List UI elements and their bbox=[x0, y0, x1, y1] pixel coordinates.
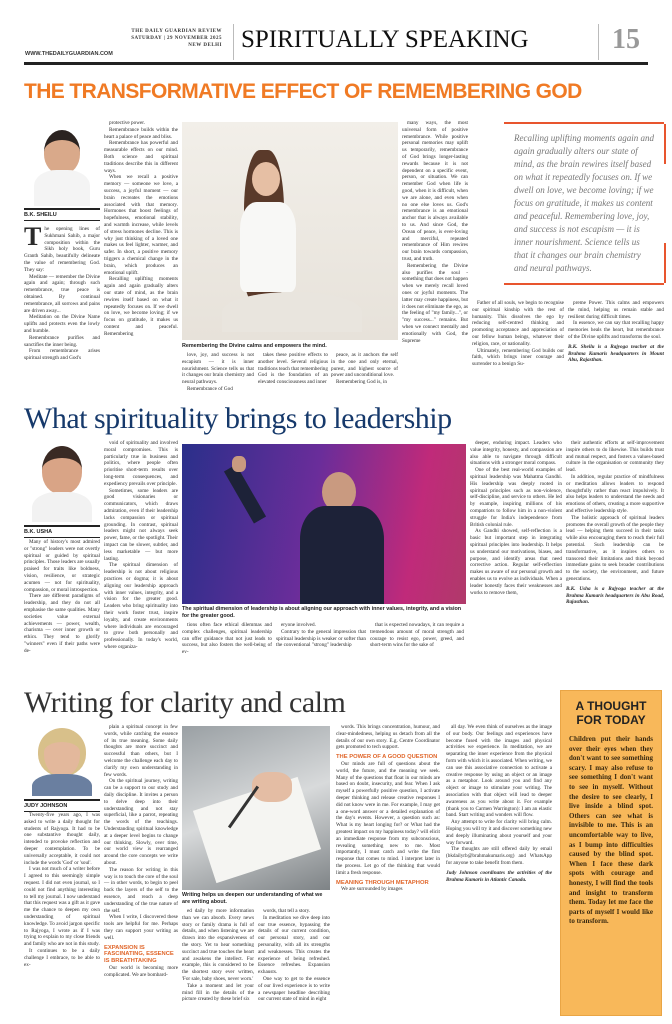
article1-col3 bbox=[182, 352, 254, 393]
author-photo-usha bbox=[28, 442, 96, 522]
paragraph: As Gandhi showed, self-reflection is a basic but important step in integrating spiritual principles into leadership. It helps us understand our motivations, biases, and purpose, and identify areas that need corrective action. Regular self-reflection makes us aware of our personal growth and enables us to evolve as individuals. When a leader honestly faces their weaknesses and works to remove them, bbox=[470, 528, 562, 596]
author-bio: Judy Johnson coordinates the activities of the Brahma Kumaris in Atlantic Canada. bbox=[446, 869, 552, 883]
paragraph: The spiritual dimension of leadership is not about religious practices or dogma; it is about aligning our leadership approach with inner values, integrity, and a vision for the greater good. Leaders who bring spirituality into their work foster trust, inspire loyalty, and create environments where individuals are encouraged to grow both personally and professionally. In today's world, where organiza- bbox=[104, 562, 178, 650]
thought-for-today-box bbox=[560, 690, 662, 1016]
paragraph: Remembrance of God bbox=[187, 385, 233, 392]
paragraph: plain a spiritual concept in few words, while catching the essence of its true meaning. Some daily thoughts are more succinct and successful than others, but I welcome the challenge each day to clarify my own understanding in few words. bbox=[104, 724, 178, 778]
article3-col2 bbox=[104, 724, 178, 978]
paragraph: Our minds are full of questions about the world, the future, and the meaning we seek. Many of the questions that float in our minds are based on doubt, insecurity, and fear. When I ask myself a powerfully positive question, I activate deeper thinking and release creative responses I did not know were in me. For example, I may get a one-word answer or a detailed explanation of the day's events. However, a question such as: What is my heart longing for? or What had the greatest impact on my happiness today? will elicit an immediate response from my subconscious, revealing something new to me. Most importantly, I must catch and write the first response that comes to mind. I interpret later in the process. Let go of the thinking that would limit a fresh response. bbox=[336, 760, 440, 876]
paragraph: Remembrance builds within the heart a palace of peace and bliss. bbox=[104, 126, 178, 140]
section-title: SPIRITUALLY SPEAKING bbox=[241, 26, 529, 53]
paragraph: Meditate — remember the Divine again and again; through such remembrance, true peace is obtained. By continual remembrance, all sorrows and pains are driven away... bbox=[24, 273, 100, 314]
paragraph: Meditation on the Divine Name uplifts and protects even the lowly and humble. bbox=[24, 314, 100, 334]
thought-title: A THOUGHT FOR TODAY bbox=[575, 699, 647, 727]
thought-text: Children put their hands over their eyes when they don't want to see something scary. I may also refuse to see something I don't want to see in myself. Without the desire to see clearly, I live inside a blind spot. Others can see what is invisible to me. This is an uncomfortable way to live, as I bump into difficulties caused by the blind spot. When I face these dark spots with courage and honesty, I will find the tools and insight to transform them. Today let me face the parts of myself I would like to transform. bbox=[569, 735, 653, 926]
paragraph: peace, as it anchors the self in the one and only eternal, purest, and highest source of power and unconditional love. bbox=[331, 352, 398, 379]
article1-col1 bbox=[24, 222, 100, 362]
paragraph: Remembering God is, in bbox=[336, 379, 388, 386]
author-photo-sheilu bbox=[28, 124, 96, 206]
article1-photo-meditating-woman bbox=[182, 122, 398, 340]
paragraph: When I write, I discovered these tools are helpful for me. Perhaps they can support your writing as well. bbox=[104, 914, 178, 941]
paragraph: he opening lines of Sukhmani Sahib, a major composition within the Sikh holy book, Guru Granth Sahib, beautifully delineate the value of remembering God. They say: bbox=[24, 226, 100, 273]
byline: B.K. USHA bbox=[24, 525, 100, 538]
paragraph: In addition, regular practice of mindfulness or meditation allows leaders to respond thoughtfully rather than react impulsively. It also helps leaders to understand the needs and emotions of others, creating a more supportive and effective leadership style. bbox=[566, 473, 664, 514]
paragraph: words, that tell a story. bbox=[263, 908, 311, 914]
article2-photo-speaker bbox=[182, 444, 466, 604]
pull-quote bbox=[504, 122, 664, 285]
article2-col2 bbox=[104, 440, 178, 651]
paragraph: protective power. bbox=[109, 120, 146, 126]
divider bbox=[598, 24, 599, 60]
article2-col5 bbox=[370, 622, 464, 649]
paragraph: Ultimately, remembering God builds our faith, which brings inner courage and surrender to a benign Su- bbox=[472, 347, 564, 368]
paragraph: takes these positive effects to another level. Several religious traditions teach that remembering God is the foundation of an elevated consciousness and inner bbox=[258, 352, 328, 386]
author-bio: B.K. Sheilu is a Rajyoga teacher at the Brahma Kumaris headquarters in Mount Abu, Rajasthan. bbox=[568, 343, 664, 364]
article2-col3 bbox=[182, 622, 272, 656]
paragraph: I was not much of a writer before I agreed to this seemingly simple request. I did not even journal, so I could not find anything interesting to tell my journal. I now understand that this request was a gift as it gave me the chance to deepen my own understanding of spiritual knowledge. To avoid jargon specific to Rajyoga, I wrote as if I was trying to explain to my close friends and family who are not in this study. bbox=[24, 866, 100, 948]
article1-col5 bbox=[331, 352, 398, 386]
paragraph: Father of all souls, we begin to recognise our spiritual kinship with the rest of humanity. This dissolves the ego by reducing self-centred thinking and promoting acceptance and appreciation of our fellow human beings, whatever their religion, race, or nationality. bbox=[472, 300, 564, 347]
paragraph: Twenty-five years ago, I was asked to write a daily thought for students of Rajyoga. It had to be one substantive thought daily, intended to provoke reflection and deeper contemplation. To be universally acceptable, it could not include the words 'God' or 'soul'. bbox=[24, 812, 100, 866]
paragraph: In meditation we dive deep into our true essence, bypassing the details of our current condition, our personal story, and our personality, with all its strengths and weaknesses. This creates the experience of being refreshed. Essence refreshes. Expansion exhausts. bbox=[258, 914, 330, 976]
author-bio: B.K. Usha is a Rajyoga teacher at the Brahma Kumaris headquarters in Abu Road, Rajasthan. bbox=[566, 585, 664, 606]
paragraph: void of spirituality and involved moral compromises. This is particularly true in business and politics, where people often prioritise short-term results over long-term consequences, and expediency prevails over principle. bbox=[104, 440, 178, 487]
paragraph: When we recall a positive memory — someone we love, a success, a joyful moment — our brain recreates the emotions associated with that memory. Hormones that boost feelings of hopefulness, emotional stability, and warmth increase, while levels of stress hormones decline. This is why just thinking of a loved one makes us feel lighter, warmer, and safer. In short, a positive memory triggers a chemical change in the brain, which produces an emotional uplift. bbox=[104, 174, 178, 276]
paragraph: On the spiritual journey, writing can be a support to our study and daily discipline. It invites a person to delve deep into their understanding and not stay superficial, like a parrot, repeating the words of the teachings. Understanding spiritual knowledge at a deeper level begins to change our thinking. Slowly, over time, our world view is rearranged around the core concepts we write about. bbox=[104, 778, 178, 866]
article2-col6 bbox=[470, 440, 562, 596]
article2-col4 bbox=[276, 622, 366, 649]
article1-col4 bbox=[258, 352, 328, 386]
photo-caption: The spiritual dimension of leadership is about aligning our approach with inner values, integrity, and a vision for the greater good. bbox=[182, 606, 462, 619]
website-url: WWW.THEDAILYGUARDIAN.COM bbox=[25, 51, 113, 57]
paragraph: Recalling uplifting moments again and again gradually alters our state of mind, as the brain rewires itself based on what it repeatedly focuses on. If we dwell on love, we become loving; if we focus on gratitude, it makes us content and peaceful. Remembering bbox=[104, 276, 178, 337]
article3-col4 bbox=[258, 908, 330, 1003]
masthead-rule bbox=[24, 62, 648, 65]
paragraph: Sometimes, some leaders are good visionaries or communicators, which draws admiration, even if their leadership lacks compassion or spiritual grounding. In contrast, spiritual leaders might not always seek power, fame, or the spotlight. Their impact can be slower, subtler, and less marketable — but more lasting. bbox=[104, 487, 178, 562]
paragraph: It continues to be a daily challenge I embrace, to be able to ex- bbox=[24, 947, 100, 968]
subheading: MEANING THROUGH METAPHOR bbox=[336, 879, 429, 886]
byline: JUDY JOHNSON bbox=[24, 799, 100, 812]
paragraph: One of the best real-world examples of spiritual leadership was Mahatma Gandhi. His leadership was deeply rooted in spiritual principles such as non-violence, self-discipline, and service to others. He led by example, inspiring millions of his compatriots to follow him in a non-violent struggle for India's independence from British colonial rule. bbox=[470, 467, 562, 528]
article1-col8 bbox=[568, 300, 664, 364]
paragraph: words. This brings concentration, humour, and clear-mindedness, helping us detach from all the details of our own story. E.g. Centre Coordinator gets promoted to tech support. bbox=[336, 724, 440, 751]
byline: B.K. SHEILU bbox=[24, 208, 100, 221]
paragraph: The thoughts are still offered daily by email (bkdailyrb@brahmakumaris.org) and WhatsApp for anyone to take benefit from them. bbox=[446, 846, 552, 866]
article1-col2 bbox=[104, 120, 178, 338]
article1-col7 bbox=[472, 300, 564, 368]
paragraph: Remembrance purifies and sanctifies the inner being. bbox=[24, 334, 100, 348]
article3-col3 bbox=[182, 908, 254, 1003]
paragraph: their authentic efforts at self-improvement inspire others to do likewise. This builds trust and mutual respect, and fosters a values-based culture in the organisation or community they lead. bbox=[566, 440, 664, 474]
paragraph: Contrary to the general impression that spiritual leadership is weaker or softer than the conventional "strong" leadership bbox=[276, 628, 366, 649]
article3-photo-writing-hands bbox=[182, 726, 330, 890]
paragraph: preme Power. This calms and empowers the mind, helping us remain stable and resilient during difficult times. bbox=[568, 300, 664, 320]
paragraph: We are surrounded by images bbox=[341, 886, 403, 893]
author-photo-judy bbox=[28, 726, 96, 796]
edition-city: NEW DELHI bbox=[188, 43, 222, 48]
masthead-info bbox=[100, 28, 222, 49]
photo-caption: Remembering the Divine calms and empowers the mind. bbox=[182, 343, 327, 349]
article3-col5 bbox=[336, 724, 440, 893]
page-number: 15 bbox=[612, 24, 640, 55]
paragraph: One way to get to the essence of our lived experience is to write a newspaper headline describing our current state of mind in eight bbox=[258, 975, 330, 1003]
article2-headline: What spirituality brings to leadership bbox=[24, 402, 452, 435]
paragraph: Take a moment and let your mind fill in the details of the picture created by these brief six bbox=[182, 982, 254, 1003]
issue-date: SATURDAY | 29 NOVEMBER 2025 bbox=[131, 36, 222, 41]
paragraph: In essence, we can say that recalling happy memories heals the heart, but remembrance of the Divine uplifts and transforms the soul. bbox=[568, 320, 664, 340]
paragraph: The reason for writing in this way is to touch the core of the soul — in other words, to begin to peel back the layers of the self to the essence, and reach a deep understanding of the true nature of the self. bbox=[104, 866, 178, 914]
article2-col7 bbox=[566, 440, 664, 606]
article1-col6 bbox=[402, 120, 468, 344]
paragraph: There are different paradigms of leadership, and they do not all emphasise the same qualities. Many societies value external achievements — power, wealth, charisma — over inner growth or ethics. They tend to glorify "winners" even if their paths were de- bbox=[24, 593, 100, 654]
paragraph: Our world is becoming more complicated. We are bombard- bbox=[104, 964, 178, 978]
paragraph: Any attempt to write for clarity will bring calm. Hoping you will try it and discover something new and deeply illuminating about yourself and your way forward. bbox=[446, 819, 552, 846]
divider bbox=[233, 24, 234, 60]
subheading: EXPANSION IS FASCINATING, ESSENCE IS BREATHTAKING bbox=[104, 944, 174, 965]
paragraph: love, joy, and success is not escapism — it is inner nourishment. Science tells us that it changes our brain chemistry and neural pathways. bbox=[182, 352, 254, 386]
paragraph: eryone involved. bbox=[281, 622, 316, 628]
paragraph: Remembrance has powerful and measurable effects on our mind. Both science and spiritual traditions describe this in different ways. bbox=[104, 140, 178, 174]
paragraph: deeper, enduring impact. Leaders who value integrity, honesty, and compassion are also able to navigate through difficult situations with a stronger moral compass. bbox=[470, 440, 562, 467]
paragraph: all day. We even think of ourselves as the image of our body. Our feelings and experiences have become fused with the images and physical activities we experience. In meditation, we are separating the inner experience from the physical form with which it is associated. When writing, we can use this associative connection to activate a creative response by using an object or an image as a metaphor. Look around you and find any object or image to stimulate your writing. The association with that object will lead to deeper awareness as you write about it. For example (thank you to Carmen Warrington): I am an elastic band. Start writing and wonders will flow. bbox=[446, 724, 552, 819]
photo-caption: Writing helps us deepen our understanding of what we are writing about. bbox=[182, 892, 323, 905]
paragraph: tions often face ethical dilemmas and complex challenges, spiritual leadership can offer guidance that not just leads to success, but also fosters the well-being of ev- bbox=[182, 622, 272, 656]
article1-headline: THE TRANSFORMATIVE EFFECT OF REMEMBERING GOD bbox=[24, 80, 582, 103]
paragraph: many ways, the most universal form of positive remembrance. While positive personal memories may uplift us temporarily, remembrance of God brings longer-lasting rewards because it is not dependent on a specific event, person, or situation. We can remember God when life is good, when it is difficult, when we are alone, and even when no one else loves us. God's remembrance is an emotional anchor that is always available to us. And since God, the Ocean of peace, is ever-loving and merciful, repeated remembrance of Him rewires our brain towards compassion, trust, and truth. bbox=[402, 120, 468, 262]
article3-col6 bbox=[446, 724, 552, 883]
paper-name: THE DAILY GUARDIAN REVIEW bbox=[131, 29, 222, 34]
paragraph: Remembering the Divine also purifies the soul - something that does not happen when we merely recall loved ones or joyful moments. The latter may create happiness, but it does not eliminate the ego, as the feeling of "my family...", or "my success..." remains. But when we connect mentally and emotionally with God, the Supreme bbox=[402, 262, 468, 344]
article2-col1 bbox=[24, 539, 100, 655]
paragraph: Many of history's most admired or "strong" leaders were not overtly spiritual or guided by spiritual principles. Those leaders are usually praised for traits like boldness, vision, resilience, or strategic acumen — not for spirituality, compassion, or moral introspection. bbox=[24, 539, 100, 593]
paragraph: that is expected nowadays, it can require a tremendous amount of moral strength and courage to resist ego, power, greed, and short-term wins for the sake of bbox=[370, 622, 464, 649]
paragraph: ed daily by more information than we can absorb. Every news story or family drama is full of details, and when listening we are drawn into the expansiveness of the story. Yet to hear something succinct and true touches the heart and awakens the intellect. For example, this is considered to be the shortest story ever written, 'For sale, baby shoes, never worn.' bbox=[182, 908, 254, 982]
paragraph: From remembrance arises spiritual strength and God's bbox=[24, 348, 100, 362]
pull-quote-text: Recalling uplifting moments again and again gradually alters our state of mind, as the brain rewires itself based on what it repeatedly focuses on. If we dwell on love, we become loving; if we focus on gratitude, it makes us content and peaceful. Remembering love, joy, and success is not escapism — it is inner nourishment. Science tells us that it changes our brain chemistry and neural pathways. bbox=[514, 133, 654, 273]
paragraph: The holistic approach of spiritual leaders promotes the overall growth of the people they lead — helping them succeed in their tasks while also encouraging them to reach their full potential. Such leadership can be transformative, as it inspires others to transcend their limitations and think beyond immediate gains to seek broader contributions to the society, the environment, and future generations. bbox=[566, 514, 664, 582]
subheading: THE POWER OF A GOOD QUESTION bbox=[336, 754, 438, 761]
drop-cap: T bbox=[24, 222, 42, 251]
article3-col1 bbox=[24, 812, 100, 968]
article3-headline: Writing for clarity and calm bbox=[24, 686, 346, 719]
